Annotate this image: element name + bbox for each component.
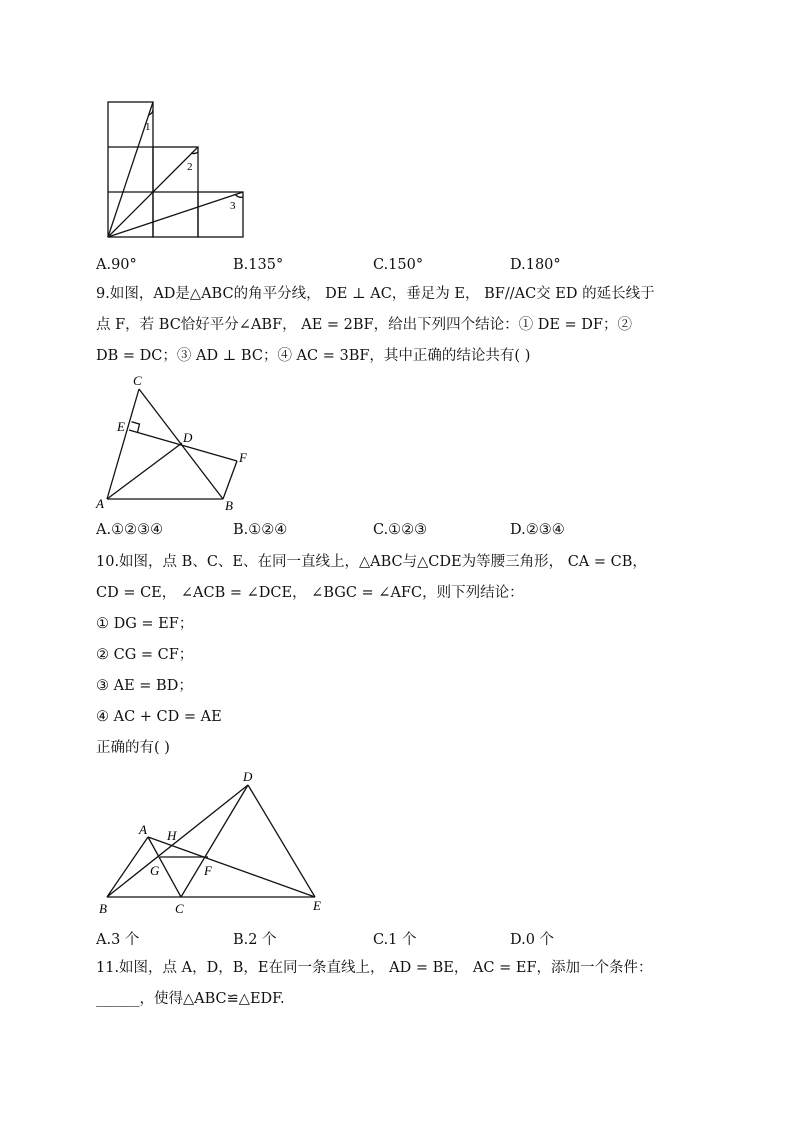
q8-option-a[interactable]: A.90° [96, 257, 137, 273]
q8-option-c[interactable]: C.150° [373, 257, 424, 273]
point-a-label-q10: A [139, 822, 147, 837]
point-b-label: B [225, 498, 233, 513]
q10-option-c[interactable]: C.1 个 [373, 932, 417, 948]
q9-option-d[interactable]: D.②③④ [510, 522, 565, 538]
question-8-grid-figure [100, 95, 250, 240]
question-10-triangles-figure [90, 765, 330, 920]
q10-conclusion-3: ③ AE = BD； [96, 678, 193, 694]
point-c-label-q10: C [175, 901, 184, 916]
point-f-label: F [239, 450, 247, 465]
point-h-label: H [167, 828, 177, 843]
point-d-label: D [183, 430, 193, 445]
q9-text-line-2: 点 F，若 BC恰好平分∠ABF， AE = 2BF，给出下列四个结论：① DE = DF；② [96, 317, 632, 333]
q9-option-a[interactable]: A.①②③④ [96, 522, 164, 538]
question-9-triangle-figure [90, 370, 260, 515]
q10-text-line-2: CD = CE， ∠ACB = ∠DCE， ∠BGC = ∠AFC，则下列结论： [96, 585, 524, 601]
q9-option-b[interactable]: B.①②④ [233, 522, 288, 538]
q10-text-line-1: 10.如图，点 B、C、E、在同一直线上，△ABC与△CDE为等腰三角形， CA = CB， [96, 554, 647, 570]
q9-text-line-3: DB = DC；③ AD ⊥ BC；④ AC = 3BF，其中正确的结论共有( ) [96, 348, 531, 364]
q11-text-line-2: ______，使得△ABC≌△EDF. [96, 991, 285, 1007]
point-g-label: G [150, 863, 160, 878]
point-f-label-q10: F [204, 863, 212, 878]
angle-3-label: 3 [230, 200, 236, 212]
point-a-label: A [96, 496, 104, 511]
q8-option-d[interactable]: D.180° [510, 257, 561, 273]
angle-2-label: 2 [187, 161, 193, 173]
q10-conclusion-1: ① DG = EF； [96, 616, 194, 632]
q10-conclusion-2: ② CG = CF； [96, 647, 194, 663]
angle-1-label: 1 [145, 121, 151, 133]
q10-conclusion-4: ④ AC + CD = AE [96, 709, 222, 725]
point-b-label-q10: B [99, 901, 107, 916]
q11-text-line-1: 11.如图，点 A，D，B，E在同一条直线上， AD = BE， AC = EF，添加一个条件： [96, 960, 653, 976]
point-c-label: C [133, 373, 142, 388]
q10-question-end: 正确的有( ) [96, 740, 170, 756]
q8-option-b[interactable]: B.135° [233, 257, 284, 273]
q10-option-b[interactable]: B.2 个 [233, 932, 277, 948]
q9-option-c[interactable]: C.①②③ [373, 522, 428, 538]
point-e-label-q10: E [313, 898, 321, 913]
q9-text-line-1: 9.如图，AD是△ABC的角平分线， DE ⊥ AC，垂足为 E， BF//AC交 ED 的延长线于 [96, 286, 655, 302]
q10-option-a[interactable]: A.3 个 [96, 932, 140, 948]
point-e-label: E [117, 419, 125, 434]
point-d-label-q10: D [243, 769, 253, 784]
q10-option-d[interactable]: D.0 个 [510, 932, 555, 948]
